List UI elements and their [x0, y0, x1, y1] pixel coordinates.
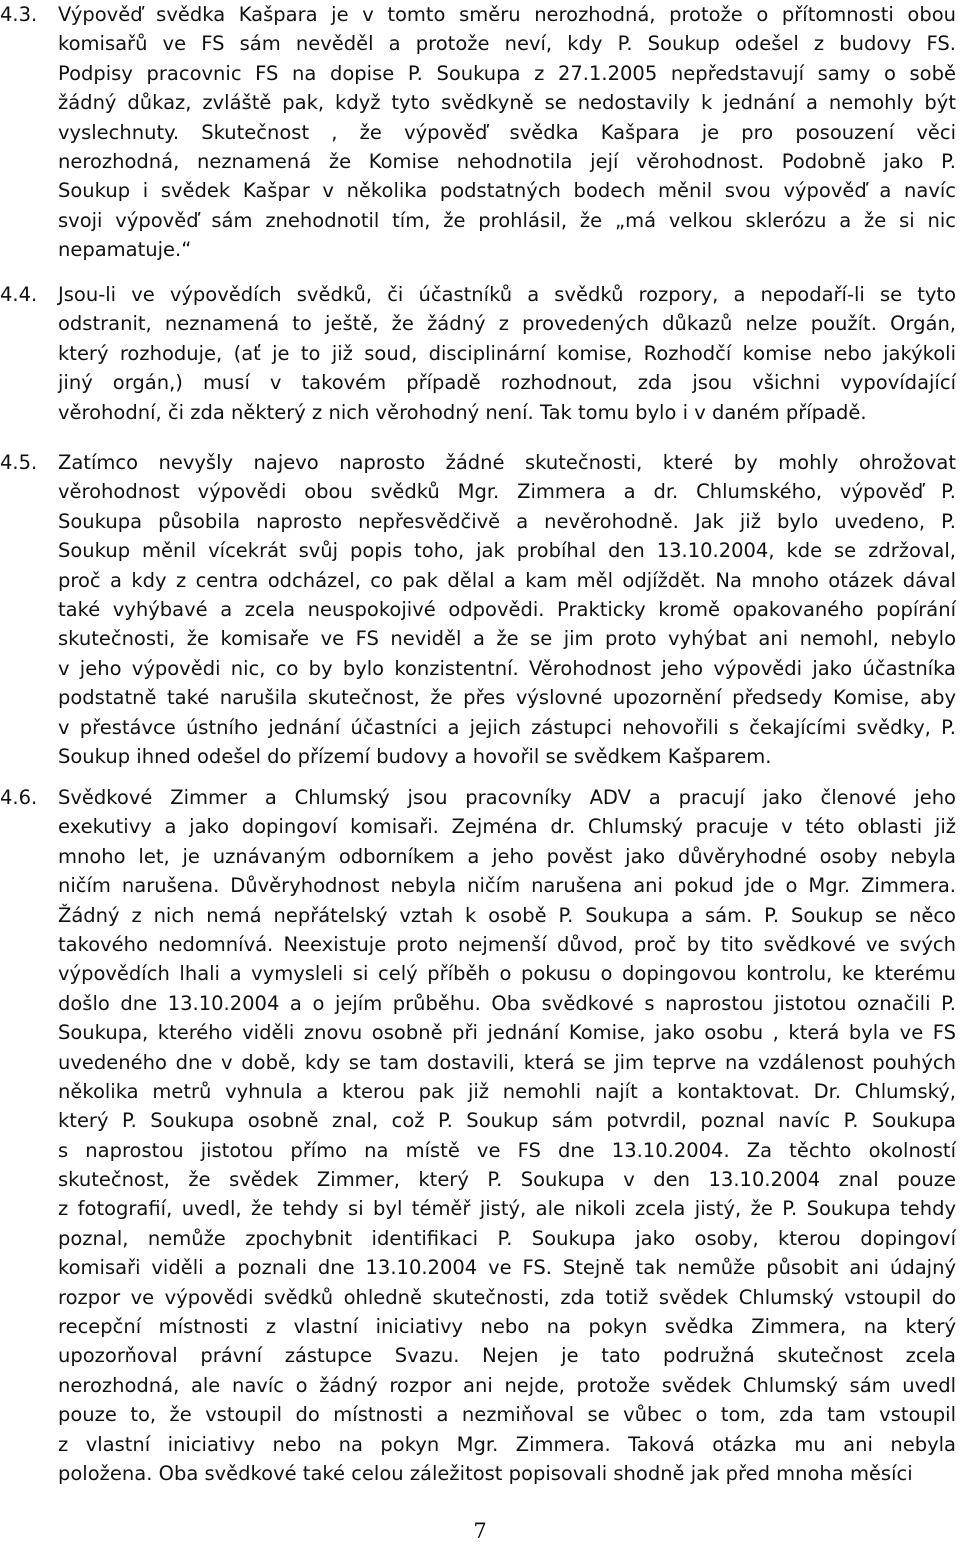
text-line: nerozhodná, ale navíc o žádný rozpor ani nejde, protože svědek Chlumský sám uvedl	[58, 1373, 956, 1397]
text-line: položena. Oba svědkové také celou záležitost popisovali shodně jak před mnoha měsíci	[58, 1461, 913, 1485]
text-line: svoji výpověď sám znehodnotil tím, že prohlásil, že „má velkou sklerózu a že si nic	[58, 208, 956, 232]
text-line: žádný důkaz, zvláště pak, když tyto svědkyně se nedostavily k jednání a nemohly být	[58, 91, 956, 115]
text-line: jiný orgán,) musí v takovém případě rozhodnout, zda jsou všichni vypovídající	[58, 371, 956, 395]
text-line: uvedeného dne v době, kdy se tam dostavili, která se jim teprve na vzdálenost pouhých	[58, 1050, 956, 1074]
text-line: podstatně také narušila skutečnost, že přes výslovné upozornění předsedy Komise, aby	[58, 686, 956, 710]
text-line: Jsou-li ve výpovědích svědků, či účastníků a svědků rozpory, a nepodaří-li se tyto	[58, 283, 956, 306]
text-line: nerozhodná, neznamená že Komise nehodnotila její věrohodnost. Podobně jako P.	[58, 149, 956, 173]
text-line: Zatímco nevyšly najevo naprosto žádné skutečnosti, které by mohly ohrožovat	[58, 451, 956, 474]
text-line: exekutivy a jako dopingoví komisaři. Zejména dr. Chlumský pracuje v této oblasti již	[58, 815, 956, 839]
text-line: rozpor ve výpovědi svědků ohledně skutečnosti, zda totiž svědek Chlumský vstoupil do	[58, 1285, 956, 1309]
text-line: věrohodnost výpovědi obou svědků Mgr. Zimmera a dr. Chlumského, výpověď P.	[58, 480, 956, 504]
text-line: skutečnosti, že komisaře ve FS neviděl a že se jim proto vyhýbat ani nemohl, nebylo	[58, 627, 956, 651]
text-line: který P. Soukupa osobně znal, což P. Soukup sám potvrdil, poznal navíc P. Soukupa	[58, 1109, 956, 1133]
section-text	[58, 783, 956, 1488]
text-line: poznal, nemůže zpochybnit identifikaci P. Soukupa jako osoby, kterou dopingoví	[58, 1226, 956, 1250]
text-line: pouze to, že vstoupil do místnosti a nezmiňoval se vůbec o tom, zda tam vstoupil	[58, 1403, 956, 1427]
text-line: skutečnost, že svědek Zimmer, který P. Soukupa v den 13.10.2004 znal pouze	[58, 1168, 956, 1192]
text-line: Žádný z nich nemá nepřátelský vztah k osobě P. Soukupa a sám. P. Soukup se něco	[58, 903, 956, 927]
text-line: který rozhoduje, (ať je to již soud, disciplinární komise, Rozhodčí komise nebo jakýkoli	[58, 341, 956, 365]
text-line: recepční místnosti z vlastní iniciativy nebo na pokyn svědka Zimmera, na který	[58, 1315, 956, 1339]
text-line: upozorňoval právní zástupce Svazu. Nejen je tato podružná skutečnost zcela	[58, 1344, 956, 1368]
text-line: věrohodní, či zda některý z nich věrohodný není. Tak tomu bylo i v daném případě.	[58, 400, 867, 424]
text-line: z fotografií, uvedl, že tehdy si byl téměř jistý, ale nikoli zcela jistý, že P. Soukupa tehdy	[58, 1197, 956, 1221]
text-line: vyslechnuty. Skutečnost , že výpověď svědka Kašpara je pro posouzení věci	[58, 120, 956, 144]
text-line: Soukupa, kterého viděli znovu osobně při jednání Komise, jako osobu , která byla ve FS	[58, 1021, 956, 1045]
text-line: Soukup i svědek Kašpar v několika podstatných bodech měnil svou výpověď a navíc	[58, 179, 956, 203]
text-line: výpovědích lhali a vymysleli si celý příběh o pokusu o dopingovou kontrolu, ke kterému	[58, 962, 956, 986]
text-line: došlo dne 13.10.2004 a o jejím průběhu. Oba svědkové s naprostou jistotou označili P.	[58, 991, 956, 1015]
text-line: mnoho let, je uznávaným odborníkem a jeho pověst jako důvěryhodné osoby nebyla	[58, 844, 956, 868]
text-line: Podpisy pracovnic FS na dopise P. Soukupa z 27.1.2005 nepředstavují samy o sobě	[58, 61, 956, 85]
section-number: 4.4.	[0, 283, 38, 306]
text-line: několika metrů vyhnula a kterou pak již nemohli najít a kontaktovat. Dr. Chlumský,	[58, 1079, 956, 1103]
text-line: také vyhýbavé a zcela neuspokojivé odpovědi. Prakticky kromě opakovaného popírání	[58, 597, 956, 621]
text-line: Svědkové Zimmer a Chlumský jsou pracovníky ADV a pracují jako členové jeho	[58, 786, 956, 809]
text-line: s naprostou jistotou přímo na místě ve FS dne 13.10.2004. Za těchto okolností	[58, 1138, 956, 1162]
section-number: 4.6.	[0, 786, 38, 809]
section-text	[58, 280, 956, 427]
text-line: nepamatuje.“	[58, 238, 192, 262]
text-line: ničím narušena. Důvěryhodnost nebyla ničím narušena ani pokud jde o Mgr. Zimmera.	[58, 874, 956, 898]
page-number: 7	[473, 1519, 487, 1543]
section-number: 4.5.	[0, 451, 38, 474]
text-line: Soukup ihned odešel do přízemí budovy a hovořil se svědkem Kašparem.	[58, 744, 772, 768]
text-line: v jeho výpovědi nic, co by bylo konzistentní. Věrohodnost jeho výpovědi jako účastníka	[58, 656, 956, 680]
text-line: proč a kdy z centra odcházel, co pak dělal a kam měl odjíždět. Na mnoho otázek dával	[58, 568, 956, 592]
text-line: komisařů ve FS sám nevěděl a protože neví, kdy P. Soukup odešel z budovy FS.	[58, 32, 956, 56]
section-text	[58, 448, 956, 771]
section-text	[58, 0, 956, 265]
text-line: v přestávce ústního jednání účastníci a jejich zástupci nehovořili s čekajícími svědky, P.	[58, 715, 956, 739]
text-line: komisaři viděli a poznali dne 13.10.2004 ve FS. Stejně tak nemůže působit ani údajný	[58, 1256, 956, 1280]
text-line: Soukup měnil vícekrát svůj popis toho, jak probíhal den 13.10.2004, kde se zdržoval,	[58, 539, 956, 563]
section-number: 4.3.	[0, 3, 38, 26]
text-line: Výpověď svědka Kašpara je v tomto směru nerozhodná, protože o přítomnosti obou	[58, 3, 956, 26]
text-line: takového nedomnívá. Neexistuje proto nejmenší důvod, proč by tito svědkové ve svých	[58, 932, 956, 956]
text-line: Soukupa působila naprosto nepřesvědčivě a nevěrohodně. Jak již bylo uvedeno, P.	[58, 509, 956, 533]
text-line: odstranit, neznamená to ještě, že žádný z provedených důkazů nelze použít. Orgán,	[58, 312, 956, 336]
text-line: z vlastní iniciativy nebo na pokyn Mgr. Zimmera. Taková otázka mu ani nebyla	[58, 1432, 956, 1456]
